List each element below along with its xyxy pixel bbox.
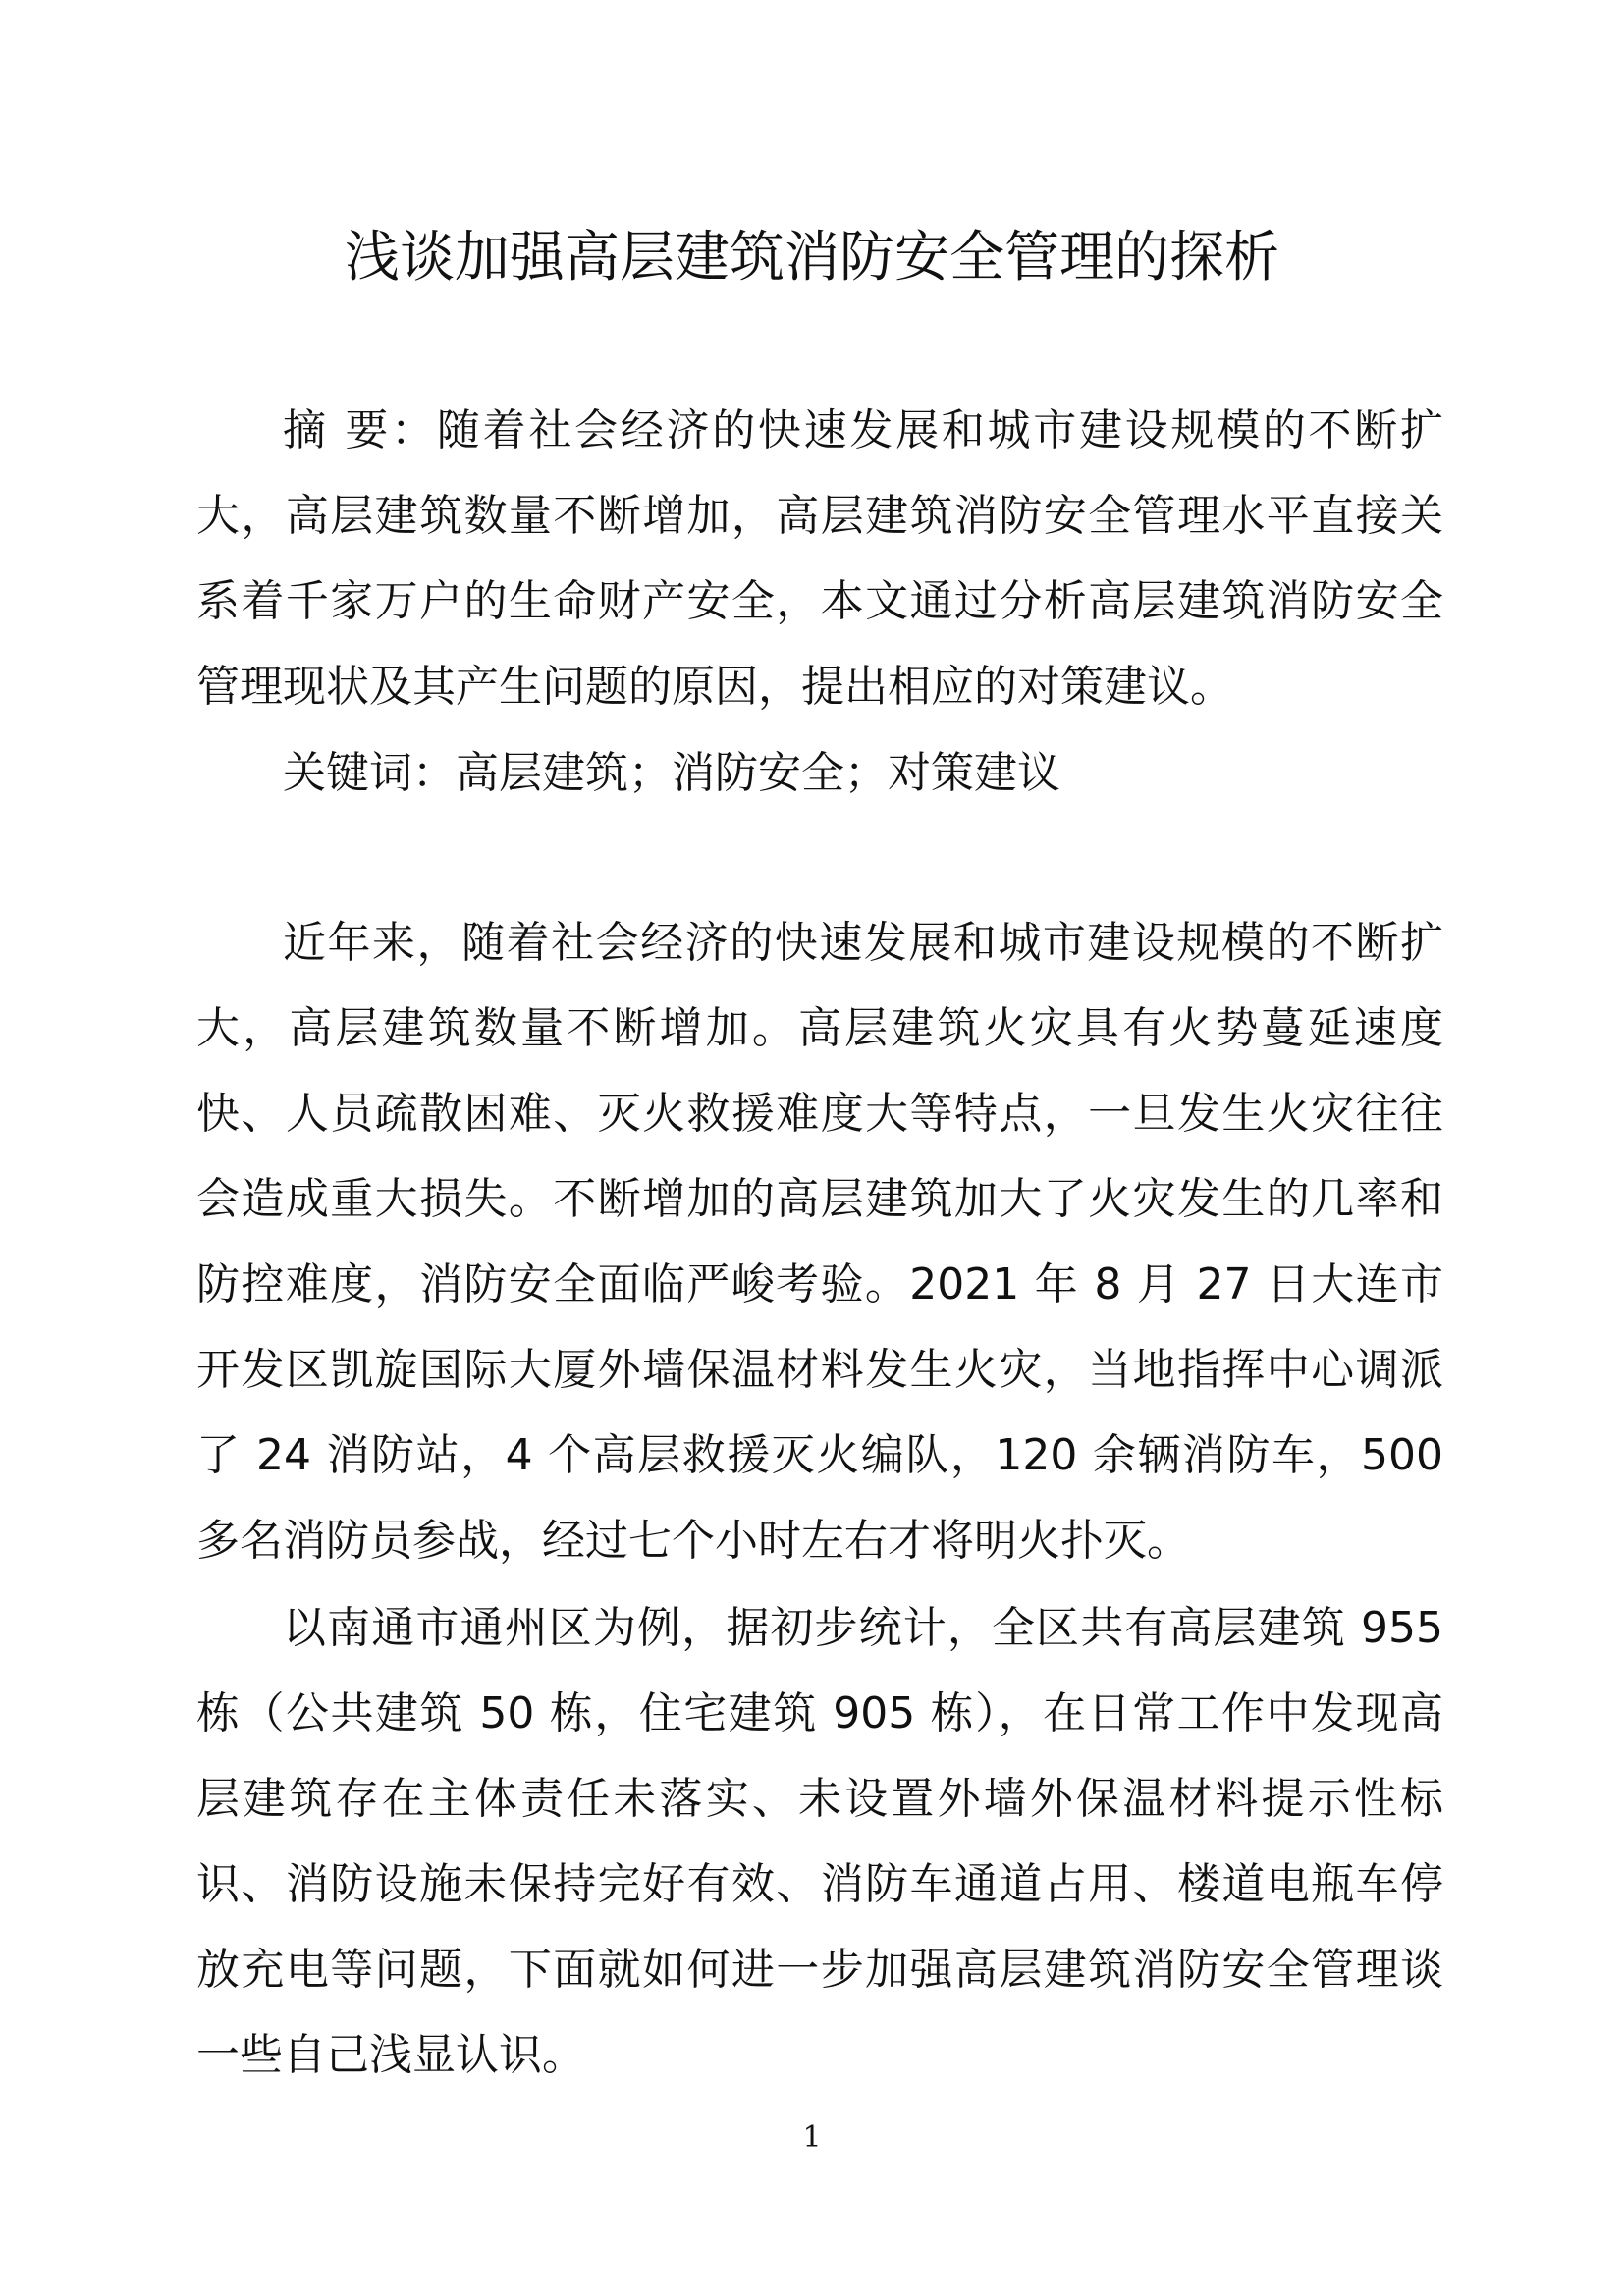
body-paragraph-1: 近年来，随着社会经济的快速发展和城市建设规模的不断扩大，高层建筑数量不断增加。高层建筑火灾具有火势蔓延速度快、人员疏散困难、灭火救援难度大等特点，一旦发生火灾往往会造成重大损失。不断增加的高层建筑加大了火灾发生的几率和防控难度，消防安全面临严峻考验。2021 年 8 月 27 日大连市开发区凯旋国际大厦外墙保温材料发生火灾，当地指挥中心调派了 24 消防站，4 个高层救援灭火编队，120 余辆消防车，500 多名消防员参战，经过七个小时左右才将明火扑灭。 [196,918,1443,1566]
keywords-text: 高层建筑；消防安全；对策建议 [456,748,1060,798]
page-number: 1 [802,2120,822,2155]
keywords-paragraph [196,730,1443,816]
abstract-paragraph [196,388,1443,729]
abstract-text: 随着社会经济的快速发展和城市建设规模的不断扩大，高层建筑数量不断增加，高层建筑消防安全管理水平直接关系着千家万户的生命财产安全，本文通过分析高层建筑消防安全管理现状及其产生问题的原因，提出相应的对策建议。 [196,405,1443,712]
document-title: 浅谈加强高层建筑消防安全管理的探析 [345,226,1279,290]
abstract-label: 摘 要： [283,405,437,455]
keywords-label: 关键词： [283,748,456,798]
body-paragraph-2: 以南通市通州区为例，据初步统计，全区共有高层建筑 955 栋（公共建筑 50 栋，住宅建筑 905 栋），在日常工作中发现高层建筑存在主体责任未落实、未设置外墙外保温材料提示性标识、消防设施未保持完好有效、消防车通道占用、楼道电瓶车停放充电等问题，下面就如何进一步加强高层建筑消防安全管理谈一些自己浅显认识。 [196,1603,1443,2080]
